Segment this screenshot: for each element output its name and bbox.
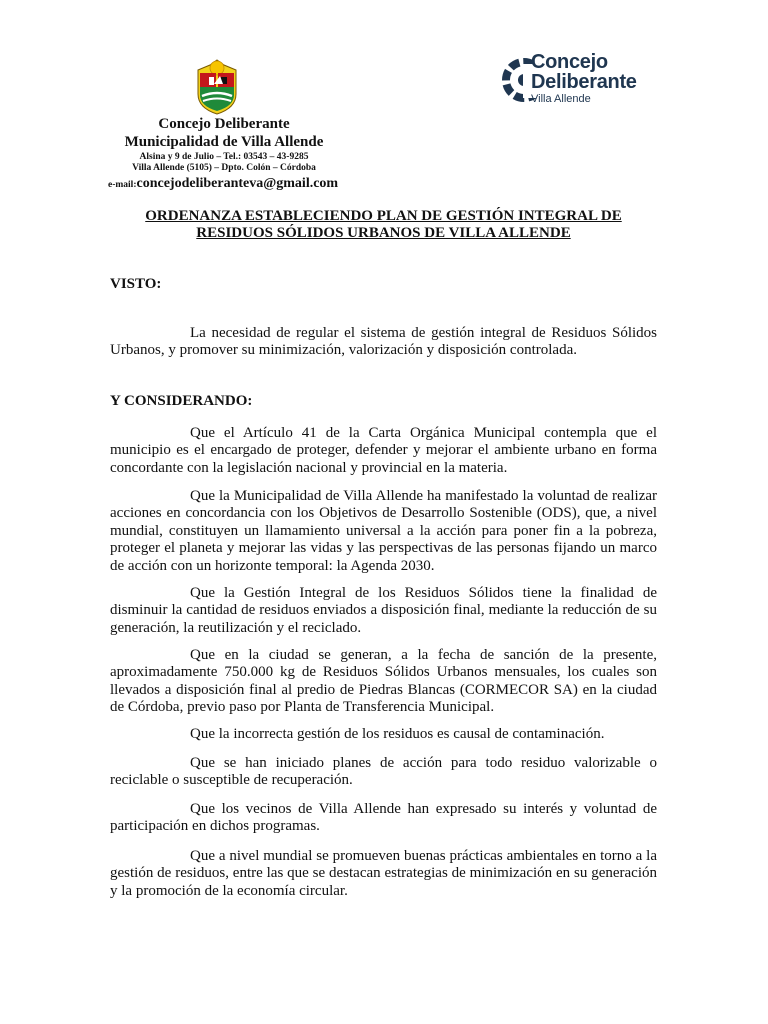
municipal-crest-logo: [190, 56, 244, 116]
address-line-2: Villa Allende (5105) – Dpto. Colón – Córdoba: [132, 163, 316, 173]
document-title-line-2: RESIDUOS SÓLIDOS URBANOS DE VILLA ALLENDE: [196, 225, 571, 241]
logo-subtitle: Villa Allende: [531, 93, 591, 105]
considerando-paragraph: Que a nivel mundial se promueven buenas prácticas ambientales en torno a la gestión de residuos, entre las que se destacan estrategias de minimización en su generación y la promoción de la economía circular.: [110, 848, 657, 899]
concejo-deliberante-logo: [498, 52, 658, 108]
logo-name-line1: Concejo: [531, 51, 608, 73]
considerando-paragraph: Que se han iniciado planes de acción para todo residuo valorizable o reciclable o susceptible de recuperación.: [110, 755, 657, 789]
considerando-paragraph: Que en la ciudad se generan, a la fecha de sanción de la presente, aproximadamente 750.000 kg de Residuos Sólidos Urbanos mensuales, los cuales son llevados a disposición final al predio de Piedras Blancas (CORMECOR SA) en la ciudad de Córdoba, previo paso por Planta de Transferencia Municipal.: [110, 647, 657, 716]
visto-paragraph: La necesidad de regular el sistema de gestión integral de Residuos Sólidos Urbanos, y promover su minimización, valorización y disposición controlada.: [110, 325, 657, 359]
org-municipality: Municipalidad de Villa Allende: [124, 134, 324, 150]
considerando-paragraph: Que la Municipalidad de Villa Allende ha manifestado la voluntad de realizar acciones en concordancia con los Objetivos de Desarrollo Sostenible (ODS), que, a nivel mundial, constituyen un llamamiento universal a la acción para poner fin a la pobreza, proteger el planeta y mejorar las vidas y las perspectivas de las personas fijando un marco de acción con un horizonte temporal: la Agenda 2030.: [110, 488, 657, 574]
considerando-paragraph: Que los vecinos de Villa Allende han expresado su interés y voluntad de participación en dichos programas.: [110, 801, 657, 835]
document-title-line-1: ORDENANZA ESTABLECIENDO PLAN DE GESTIÓN INTEGRAL DE: [145, 208, 622, 224]
email-line: [108, 174, 338, 192]
email-address: concejodeliberanteva@gmail.com: [136, 176, 339, 191]
email-label: e-mail:: [108, 180, 137, 190]
logo-name-line2: Deliberante: [531, 71, 637, 93]
address-line-1: Alsina y 9 de Julio – Tel.: 03543 – 43-9285: [139, 152, 309, 162]
considerando-paragraph: Que la incorrecta gestión de los residuos es causal de contaminación.: [190, 726, 605, 742]
visto-heading: VISTO:: [110, 276, 162, 292]
considerando-paragraph: Que el Artículo 41 de la Carta Orgánica Municipal contempla que el municipio es el encargado de proteger, defender y mejorar el ambiente urbano en forma concordante con la legislación nacional y provincial en la materia.: [110, 425, 657, 476]
org-name: Concejo Deliberante: [158, 116, 290, 132]
considerando-heading: Y CONSIDERANDO:: [110, 393, 253, 409]
considerando-paragraph: Que la Gestión Integral de los Residuos Sólidos tiene la finalidad de disminuir la cantidad de residuos enviados a disposición final, mediante la reducción de su generación, la reutilización y el reciclado.: [110, 585, 657, 636]
logo-name: [531, 52, 637, 92]
